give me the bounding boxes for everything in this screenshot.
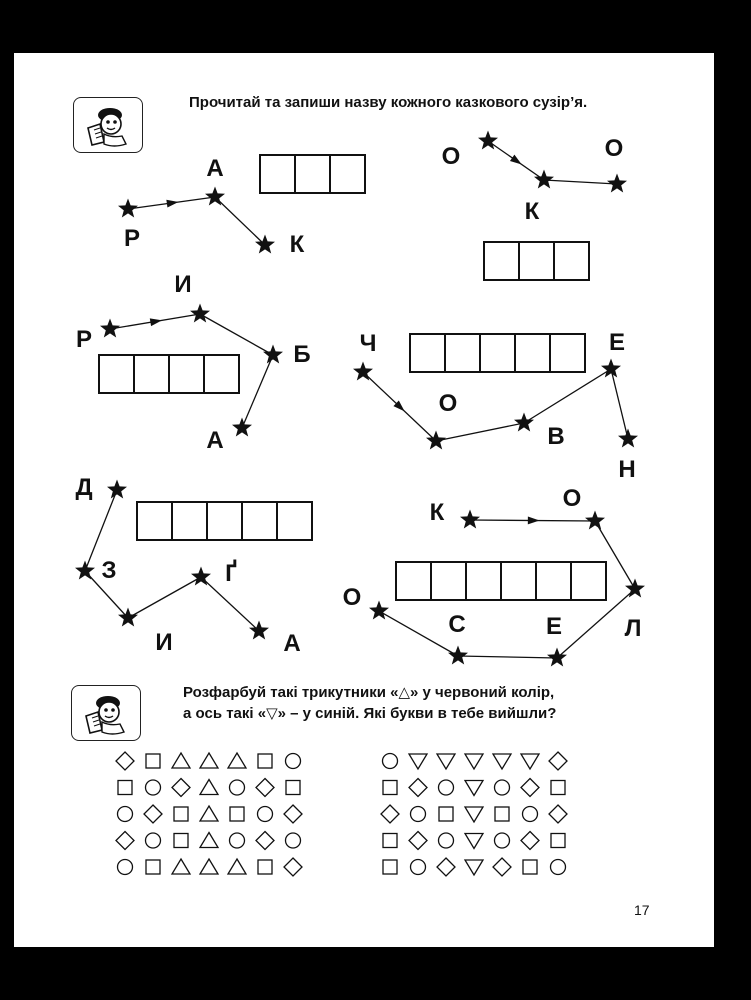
constellation-letter: Ч xyxy=(359,330,377,357)
diamond-shape[interactable] xyxy=(381,805,399,823)
circle-shape[interactable] xyxy=(286,833,301,848)
circle-shape[interactable] xyxy=(411,807,426,822)
square-shape[interactable] xyxy=(551,781,565,795)
tri-down-shape[interactable] xyxy=(493,754,511,769)
constellation-letter: Д xyxy=(75,474,93,501)
constellation-letter: О xyxy=(441,143,461,170)
constellation-letter: Л xyxy=(624,615,642,642)
diamond-shape[interactable] xyxy=(493,858,511,876)
constellation-letter: Р xyxy=(123,225,141,252)
diamond-shape[interactable] xyxy=(284,805,302,823)
square-shape[interactable] xyxy=(146,860,160,874)
diamond-shape[interactable] xyxy=(521,832,539,850)
constellation-letter: Е xyxy=(545,613,563,640)
circle-shape[interactable] xyxy=(411,860,426,875)
tri-down-shape[interactable] xyxy=(521,754,539,769)
constellation-letter: А xyxy=(283,630,301,657)
constellation-letter: Н xyxy=(618,456,636,483)
square-shape[interactable] xyxy=(146,754,160,768)
constellation-letter: О xyxy=(342,584,362,611)
square-shape[interactable] xyxy=(551,834,565,848)
tri-up-shape[interactable] xyxy=(172,859,190,874)
task1-instruction: Прочитай та запиши назву кожного казкового сузір’я. xyxy=(189,94,588,111)
square-shape[interactable] xyxy=(258,754,272,768)
circle-shape[interactable] xyxy=(258,807,273,822)
constellation-letter: К xyxy=(429,499,445,526)
circle-shape[interactable] xyxy=(146,833,161,848)
square-shape[interactable] xyxy=(523,860,537,874)
diamond-shape[interactable] xyxy=(549,752,567,770)
constellation-letter: С xyxy=(448,611,466,638)
constellation-letter: Ґ xyxy=(225,560,237,587)
square-shape[interactable] xyxy=(439,807,453,821)
constellation-letter: А xyxy=(206,427,224,454)
circle-shape[interactable] xyxy=(230,780,245,795)
task2-line2: а ось такі «▽» – у синій. Які букви в тебе вийшли? xyxy=(183,705,557,722)
tri-down-shape[interactable] xyxy=(437,754,455,769)
square-shape[interactable] xyxy=(383,834,397,848)
constellation-letter: И xyxy=(174,271,192,298)
diamond-shape[interactable] xyxy=(549,805,567,823)
constellation-letter: К xyxy=(524,198,540,225)
diamond-shape[interactable] xyxy=(144,805,162,823)
constellation-letter: Р xyxy=(75,326,93,353)
circle-shape[interactable] xyxy=(118,860,133,875)
constellation-letter: О xyxy=(562,485,582,512)
tri-down-shape[interactable] xyxy=(465,807,483,822)
square-shape[interactable] xyxy=(383,860,397,874)
diamond-shape[interactable] xyxy=(256,779,274,797)
square-shape[interactable] xyxy=(174,807,188,821)
constellation-letter: О xyxy=(438,390,458,417)
tri-up-shape[interactable] xyxy=(228,753,246,768)
constellation-letter: Е xyxy=(608,329,626,356)
constellation-letter: И xyxy=(155,629,173,656)
circle-shape[interactable] xyxy=(286,754,301,769)
circle-shape[interactable] xyxy=(523,807,538,822)
circle-shape[interactable] xyxy=(439,780,454,795)
circle-shape[interactable] xyxy=(383,754,398,769)
circle-shape[interactable] xyxy=(495,833,510,848)
task2-line1: Розфарбуй такі трикутники «△» у червоний колір, xyxy=(183,684,555,701)
diamond-shape[interactable] xyxy=(437,858,455,876)
square-shape[interactable] xyxy=(383,781,397,795)
constellation-letter: К xyxy=(289,231,305,258)
circle-shape[interactable] xyxy=(118,807,133,822)
diamond-shape[interactable] xyxy=(256,832,274,850)
diamond-shape[interactable] xyxy=(172,779,190,797)
square-shape[interactable] xyxy=(174,834,188,848)
diamond-shape[interactable] xyxy=(409,832,427,850)
tri-down-shape[interactable] xyxy=(465,834,483,849)
diamond-shape[interactable] xyxy=(284,858,302,876)
tri-up-shape[interactable] xyxy=(172,753,190,768)
tri-down-shape[interactable] xyxy=(465,754,483,769)
circle-shape[interactable] xyxy=(439,833,454,848)
circle-shape[interactable] xyxy=(551,860,566,875)
square-shape[interactable] xyxy=(230,807,244,821)
square-shape[interactable] xyxy=(258,860,272,874)
tri-up-shape[interactable] xyxy=(200,833,218,848)
tri-up-shape[interactable] xyxy=(228,859,246,874)
diamond-shape[interactable] xyxy=(116,832,134,850)
circle-shape[interactable] xyxy=(495,780,510,795)
constellation-letter: А xyxy=(206,155,224,182)
circle-shape[interactable] xyxy=(146,780,161,795)
constellation-letter: Б xyxy=(293,341,311,368)
tri-down-shape[interactable] xyxy=(465,781,483,796)
tri-down-shape[interactable] xyxy=(465,860,483,875)
tri-up-shape[interactable] xyxy=(200,859,218,874)
circle-shape[interactable] xyxy=(230,833,245,848)
square-shape[interactable] xyxy=(286,781,300,795)
constellation-letter: О xyxy=(604,135,624,162)
diamond-shape[interactable] xyxy=(521,779,539,797)
tri-up-shape[interactable] xyxy=(200,780,218,795)
diamond-shape[interactable] xyxy=(116,752,134,770)
page-number: 17 xyxy=(634,902,650,918)
constellation-letter: З xyxy=(101,557,117,584)
diamond-shape[interactable] xyxy=(409,779,427,797)
tri-down-shape[interactable] xyxy=(409,754,427,769)
constellation-letter: В xyxy=(547,423,565,450)
square-shape[interactable] xyxy=(118,781,132,795)
tri-up-shape[interactable] xyxy=(200,806,218,821)
square-shape[interactable] xyxy=(495,807,509,821)
tri-up-shape[interactable] xyxy=(200,753,218,768)
